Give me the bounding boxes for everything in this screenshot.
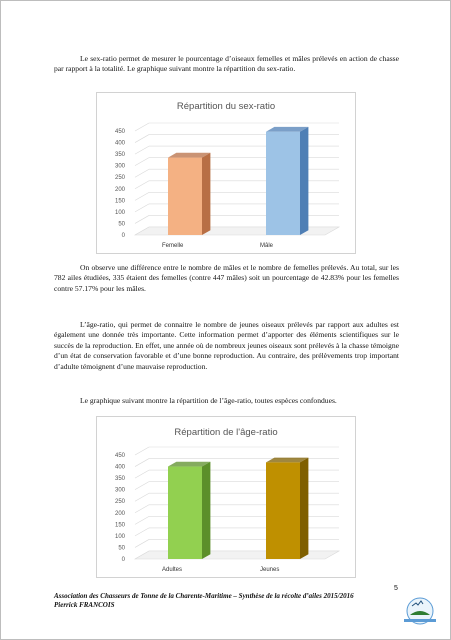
x-tick-label: Adultes — [162, 567, 183, 573]
y-tick-label: 250 — [114, 499, 125, 506]
y-tick-label: 0 — [121, 233, 125, 239]
gridline-side — [135, 493, 149, 501]
gridline-side — [135, 204, 149, 212]
x-tick-label: Mâle — [260, 243, 274, 249]
paragraph-text: Le graphique suivant montre la répartition de l’âge-ratio, toutes espèces confondues. — [80, 396, 337, 405]
bar — [168, 158, 202, 235]
y-tick-label: 100 — [114, 209, 125, 216]
y-tick-label: 0 — [121, 557, 125, 563]
chart-sex-ratio — [96, 92, 356, 254]
footer-association: Association des Chasseurs de Tonne de la Charente-Maritime – Synthèse de la récolte d’ailes 2015/2016 — [54, 592, 354, 600]
gridline-side — [135, 459, 149, 467]
bar-side — [300, 458, 308, 559]
y-tick-label: 50 — [118, 221, 125, 228]
y-tick-label: 450 — [114, 453, 125, 459]
paragraph-text: On observe une différence entre le nombre de mâles et le nombre de femelles prélevés. Au total, sur les 782 ailes étudiées, 335 étaient des femelles (contre 447 mâles) soit un pourcentage de 42.83% pour les femelles contre 57.17% pour les mâles. — [54, 263, 399, 293]
bar — [266, 462, 300, 559]
y-tick-label: 200 — [114, 186, 125, 193]
bar-side — [202, 153, 210, 235]
bar-side — [300, 127, 308, 235]
gridline-side — [135, 539, 149, 547]
gridline-side — [135, 123, 149, 131]
x-tick-label: Femelle — [162, 243, 184, 249]
gridline-side — [135, 505, 149, 513]
gridline-side — [135, 516, 149, 524]
association-logo-icon — [398, 596, 442, 626]
chart-title: Répartition du sex-ratio — [176, 101, 276, 112]
paragraph-sex-ratio-analysis — [54, 263, 399, 294]
x-tick-label: Jeunes — [260, 567, 280, 573]
y-tick-label: 350 — [114, 476, 125, 483]
y-tick-label: 450 — [114, 129, 125, 135]
bar-side — [202, 462, 210, 559]
y-tick-label: 350 — [114, 152, 125, 159]
y-tick-label: 300 — [114, 163, 125, 170]
bar — [168, 467, 202, 559]
chart-sex-ratio-plot — [97, 93, 355, 253]
y-tick-label: 400 — [114, 464, 125, 471]
paragraph-text: L’âge-ratio, qui permet de connaitre le nombre de jeunes oiseaux prélevés par rapport aux adultes est également une donnée très importante. Cette information permet d’apporter des éléments scientifiques sur le succès de la reproduction. En effet, une année où de nombreux jeunes oiseaux sont prélevés à la chasse témoigne d’un état de conservation favorable et d’une bonne reproduction. Au contraire, des prélèvements trop important d’adulte témoignent d’une mauvaise reproduction. — [54, 320, 399, 371]
y-tick-label: 100 — [114, 533, 125, 540]
chart-title: Répartition de l'âge-ratio — [174, 427, 278, 438]
gridline-side — [135, 181, 149, 189]
chart-age-ratio — [96, 416, 356, 578]
footer-author: Pierrick FRANCOIS — [54, 601, 115, 609]
gridline-side — [135, 215, 149, 223]
gridline-side — [135, 470, 149, 478]
gridline-side — [135, 135, 149, 143]
bar — [266, 132, 300, 235]
paragraph-text: Le sex-ratio permet de mesurer le pourcentage d’oiseaux femelles et mâles prélevés en action de chasse par rapport à la totalité. Le graphique suivant montre la répartition du sex-ratio. — [54, 54, 399, 74]
gridline-side — [135, 528, 149, 536]
y-tick-label: 300 — [114, 487, 125, 494]
page-number: 5 — [394, 585, 398, 592]
y-tick-label: 250 — [114, 175, 125, 182]
gridline-side — [135, 158, 149, 166]
y-tick-label: 150 — [114, 522, 125, 529]
paragraph-sex-ratio-intro — [54, 54, 399, 75]
gridline-side — [135, 169, 149, 177]
paragraph-age-ratio-chart-intro — [54, 396, 399, 406]
y-tick-label: 50 — [118, 545, 125, 552]
chart-age-ratio-plot — [97, 417, 355, 577]
paragraph-age-ratio-intro — [54, 320, 399, 372]
y-tick-label: 400 — [114, 140, 125, 147]
gridline-side — [135, 192, 149, 200]
gridline-side — [135, 482, 149, 490]
y-tick-label: 200 — [114, 510, 125, 517]
y-tick-label: 150 — [114, 198, 125, 205]
gridline-side — [135, 146, 149, 154]
gridline-side — [135, 447, 149, 455]
